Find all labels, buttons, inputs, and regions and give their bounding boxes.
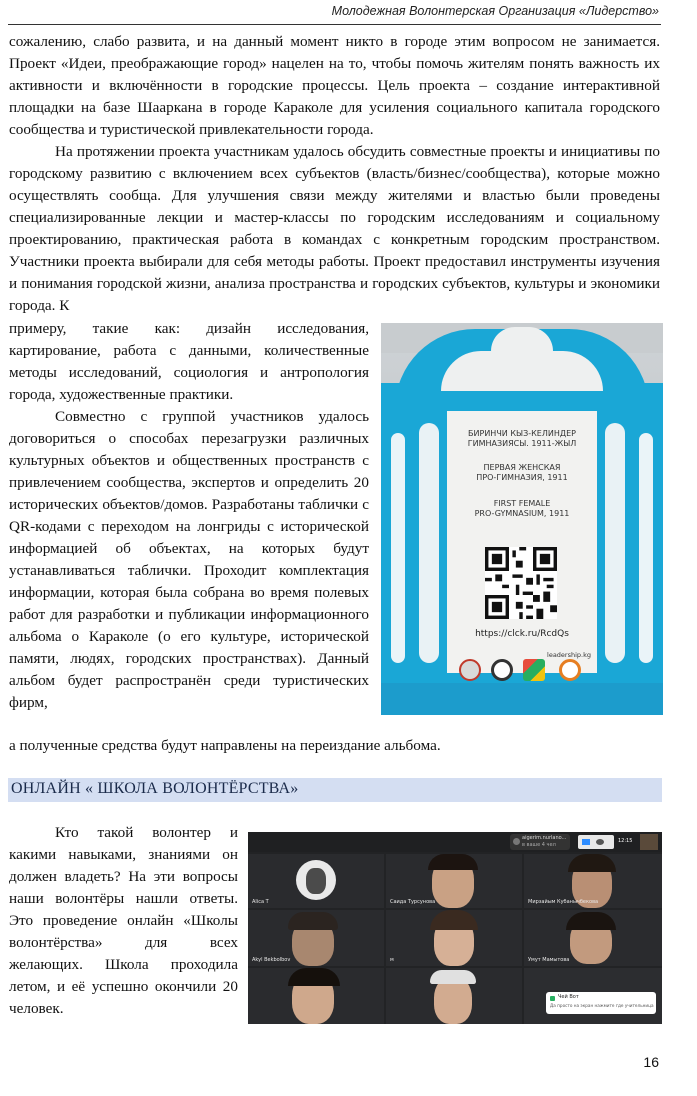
call-controls (578, 835, 614, 849)
participant-cap (430, 970, 476, 984)
participant-name: Умут Мамытова (528, 957, 570, 963)
participant-name: Саида Турсунова (390, 899, 436, 905)
partner-logo-icon (459, 659, 481, 681)
plaque-kyrgyz-line-1: БИРИНЧИ КЫЗ-КЕЛИНДЕР (468, 429, 576, 438)
participant-hair (568, 854, 616, 872)
section-title: ОНЛАЙН « ШКОЛА ВОЛОНТЁРСТВА» (11, 780, 299, 797)
participant-name: Akyl Bekbolbov (252, 957, 291, 963)
chat-avatar-icon (513, 838, 520, 845)
toast-body: Да просто на экран нажмите где учительница (550, 1003, 654, 1008)
clock: 12:15 (618, 838, 633, 844)
participant-tile (524, 910, 662, 966)
participant-name: Alica T (252, 899, 269, 905)
paragraph-album: Совместно с группой участников удалось договориться о способах перезагрузки различных культурных объектов и общественных пространств с привлечением сообщества, экспертов и определить 20 исторических объектов/домов. Разработаны таблички с QR-кодами с переходом на лонгриды с исторической информацией об объектах, на которых будут устанавливаться таблички. Проходит комплектация информации, которая была собрана во время полевых работ для разработки и публикации информационного альбома о Караколе (о его культуре, исторической памяти, людях, городских пространствах). Данный альбом будет распространён среди туристических фирм, (9, 408, 369, 711)
chat-notice (510, 834, 570, 850)
chat-toast (546, 992, 656, 1014)
article-top (9, 31, 660, 317)
participant-hair (288, 968, 340, 986)
participant-hair (430, 910, 478, 930)
plaque-url: https://clck.ru/RcdQs (475, 629, 569, 639)
chat-subline: в ваше 4 чел (522, 842, 556, 848)
plaque-kyrgyz-line-2: ГИМНАЗИЯСЫ. 1911-ЖЫЛ (467, 439, 577, 448)
paragraph-project: На протяжении проекта участникам удалось обсудить совместные проекты и инициативы по городскому развитию с включением всех субъектов (власть/бизнес/сообщества), которые можно осуществлять сообща. Для улучшения связи между жителями и властью были проведены специализированные лекции и мастер-классы по городским исследованиям и социальному проектированию, практическая работа в командах с конкретным городским пространством. Участники проекта выбирали для себя методы работы. Проект предоставил инструменты изучения и понимания городской жизни, анализа пространства и городских субъектов, культуры и экономики города. К (9, 143, 660, 314)
video-icon (582, 839, 590, 845)
participant-tile (248, 968, 384, 1024)
plaque-english-line-1: FIRST FEMALE (493, 499, 551, 508)
plaque-english-line-2: PRO-GYMNASIUM, 1911 (474, 509, 570, 518)
section-heading-bar (8, 778, 662, 802)
participant-name: Мирзайым Кубанычбекова (528, 899, 599, 905)
leadership-logo-icon (559, 659, 581, 681)
participant-hair (288, 912, 338, 930)
partner-emblem-icon (491, 659, 513, 681)
avatar-figure (306, 868, 326, 894)
plaque-russian-line-1: ПЕРВАЯ ЖЕНСКАЯ (483, 463, 561, 472)
participant-tile (386, 854, 522, 908)
toast-title: Чей Вот (558, 994, 579, 1000)
participant-tile (386, 910, 522, 966)
toast-icon (550, 996, 555, 1001)
participant-tile (248, 910, 384, 966)
chat-sender: aigerim.nurlano... (522, 835, 567, 841)
institute-logo-icon (523, 659, 545, 681)
self-view-thumbnail (640, 834, 658, 850)
participant-tile (386, 968, 522, 1024)
article-left-column (9, 318, 369, 714)
header-divider (8, 24, 661, 25)
plaque-board (447, 411, 597, 673)
running-header: Молодежная Волонтерская Организация «Лидерство» (331, 4, 659, 18)
article-closing (9, 735, 660, 757)
paragraph-closing: а полученные средства будут направлены на переиздание альбома. (9, 737, 441, 754)
participant-name: м (390, 957, 394, 963)
participant-tile (524, 968, 662, 1024)
participant-hair (428, 854, 478, 870)
paragraph-methods: примеру, такие как: дизайн исследования, картирование, работа с данными, количественные методы исследований, социология и антропология города, художественные практики. (9, 320, 369, 403)
qr-plaque-photo (381, 323, 663, 715)
participant-tile (524, 854, 662, 908)
participant-hair (566, 912, 616, 930)
video-call-screenshot (248, 832, 662, 1024)
paragraph-intro: сожалению, слабо развита, и на данный момент никто в городе этим вопросом не занимается. Проект «Идеи, преображающие город» нацелен на то, чтобы помочь жителям понять важность их активности и включённости в городские процессы. Цель проекта – создание интерактивной площадки на базе Шааркана в городе Караколе для усиления социального капитала городского сообщества и туристической привлекательности города. (9, 33, 660, 138)
participant-tile (248, 854, 384, 908)
plaque-site: leadership.kg (547, 651, 591, 659)
mic-icon (596, 839, 604, 845)
paragraph-online-school: Кто такой волонтер и какими навыками, знаниями он должен владеть? На эти вопросы наши волонтёры нашли ответы. Это проведение онлайн «Школы волонтёрства» для всех желающих. Школа проходила летом, и её успешно окончили 20 человек. (9, 824, 238, 1017)
plaque-russian-line-2: ПРО-ГИМНАЗИЯ, 1911 (476, 473, 568, 482)
qr-code-icon (485, 547, 557, 619)
page-number: 16 (643, 1054, 659, 1070)
